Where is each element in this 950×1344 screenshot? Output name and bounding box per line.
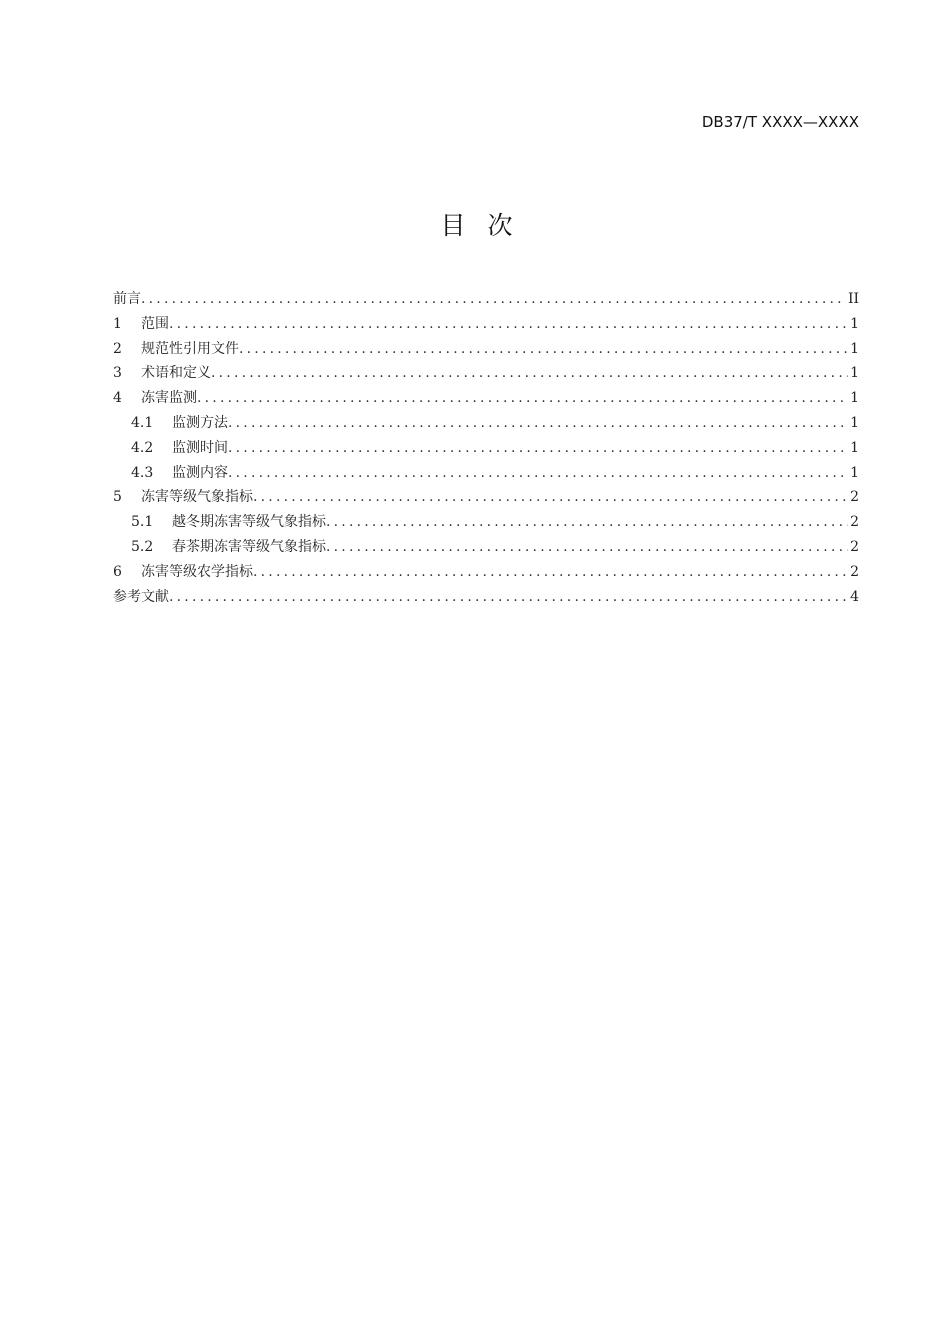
dot-leader bbox=[253, 487, 848, 507]
document-code: DB37/T XXXX—XXXX bbox=[701, 113, 859, 131]
toc-entry-number: 4.3 bbox=[131, 464, 154, 481]
toc-entry-label: 监测时间 bbox=[172, 439, 228, 456]
dot-leader bbox=[169, 587, 848, 607]
toc-entry[interactable] bbox=[113, 289, 859, 314]
toc-entry-page: 2 bbox=[850, 489, 859, 506]
toc-entry-page: 1 bbox=[850, 464, 859, 481]
toc-entry-label: 前言 bbox=[113, 291, 141, 307]
toc-entry-label: 监测内容 bbox=[172, 464, 228, 481]
toc-entry-page: 2 bbox=[850, 514, 859, 531]
table-of-contents bbox=[113, 289, 859, 611]
toc-entry-page: 1 bbox=[850, 365, 859, 382]
toc-entry[interactable] bbox=[113, 537, 859, 562]
toc-entry-label: 参考文献 bbox=[113, 588, 169, 605]
toc-entry-label: 越冬期冻害等级气象指标 bbox=[172, 514, 326, 531]
toc-entry[interactable] bbox=[113, 363, 859, 388]
toc-entry-page: 1 bbox=[850, 390, 859, 407]
toc-entry[interactable] bbox=[113, 562, 859, 587]
toc-entry-label: 监测方法 bbox=[172, 414, 228, 431]
dot-leader bbox=[239, 339, 848, 359]
toc-entry-page: 2 bbox=[850, 538, 859, 555]
toc-entry[interactable] bbox=[113, 438, 859, 463]
toc-entry-page: 1 bbox=[850, 414, 859, 431]
toc-entry-number: 1 bbox=[113, 315, 122, 332]
toc-entry-page: 1 bbox=[850, 340, 859, 357]
toc-entry-page: 2 bbox=[850, 563, 859, 580]
dot-leader bbox=[211, 363, 848, 383]
toc-entry[interactable] bbox=[113, 587, 859, 612]
toc-entry[interactable] bbox=[113, 463, 859, 488]
page-title: 目次 bbox=[440, 211, 535, 240]
dot-leader bbox=[253, 562, 848, 582]
toc-entry-number: 5.2 bbox=[131, 538, 154, 555]
toc-entry-number: 3 bbox=[113, 365, 122, 382]
toc-entry-label: 规范性引用文件 bbox=[141, 340, 239, 357]
toc-entry[interactable] bbox=[113, 388, 859, 413]
toc-entry-page: 4 bbox=[850, 588, 859, 605]
toc-entry-label: 冻害监测 bbox=[141, 390, 197, 407]
toc-entry[interactable] bbox=[113, 314, 859, 339]
toc-entry-label: 冻害等级气象指标 bbox=[141, 489, 253, 506]
toc-entry-number: 4 bbox=[113, 390, 122, 407]
dot-leader bbox=[326, 512, 848, 532]
toc-entry[interactable] bbox=[113, 413, 859, 438]
toc-entry-label: 术语和定义 bbox=[141, 365, 211, 382]
toc-entry[interactable] bbox=[113, 512, 859, 537]
toc-entry[interactable] bbox=[113, 487, 859, 512]
toc-entry-page: 1 bbox=[850, 315, 859, 332]
dot-leader bbox=[141, 289, 846, 309]
dot-leader bbox=[169, 314, 848, 334]
dot-leader bbox=[228, 463, 848, 483]
dot-leader bbox=[326, 537, 848, 557]
toc-entry[interactable] bbox=[113, 339, 859, 364]
toc-entry-label: 春茶期冻害等级气象指标 bbox=[172, 538, 326, 555]
toc-entry-page: 1 bbox=[850, 439, 859, 456]
toc-entry-number: 5.1 bbox=[131, 514, 154, 531]
dot-leader bbox=[197, 388, 848, 408]
toc-entry-label: 范围 bbox=[141, 315, 169, 332]
toc-entry-number: 6 bbox=[113, 563, 122, 580]
toc-entry-number: 4.1 bbox=[131, 414, 154, 431]
toc-entry-label: 冻害等级农学指标 bbox=[141, 563, 253, 580]
toc-entry-number: 5 bbox=[113, 489, 122, 506]
toc-entry-page: II bbox=[847, 291, 859, 307]
toc-entry-number: 4.2 bbox=[131, 439, 154, 456]
toc-entry-number: 2 bbox=[113, 340, 122, 357]
dot-leader bbox=[228, 438, 848, 458]
dot-leader bbox=[228, 413, 848, 433]
